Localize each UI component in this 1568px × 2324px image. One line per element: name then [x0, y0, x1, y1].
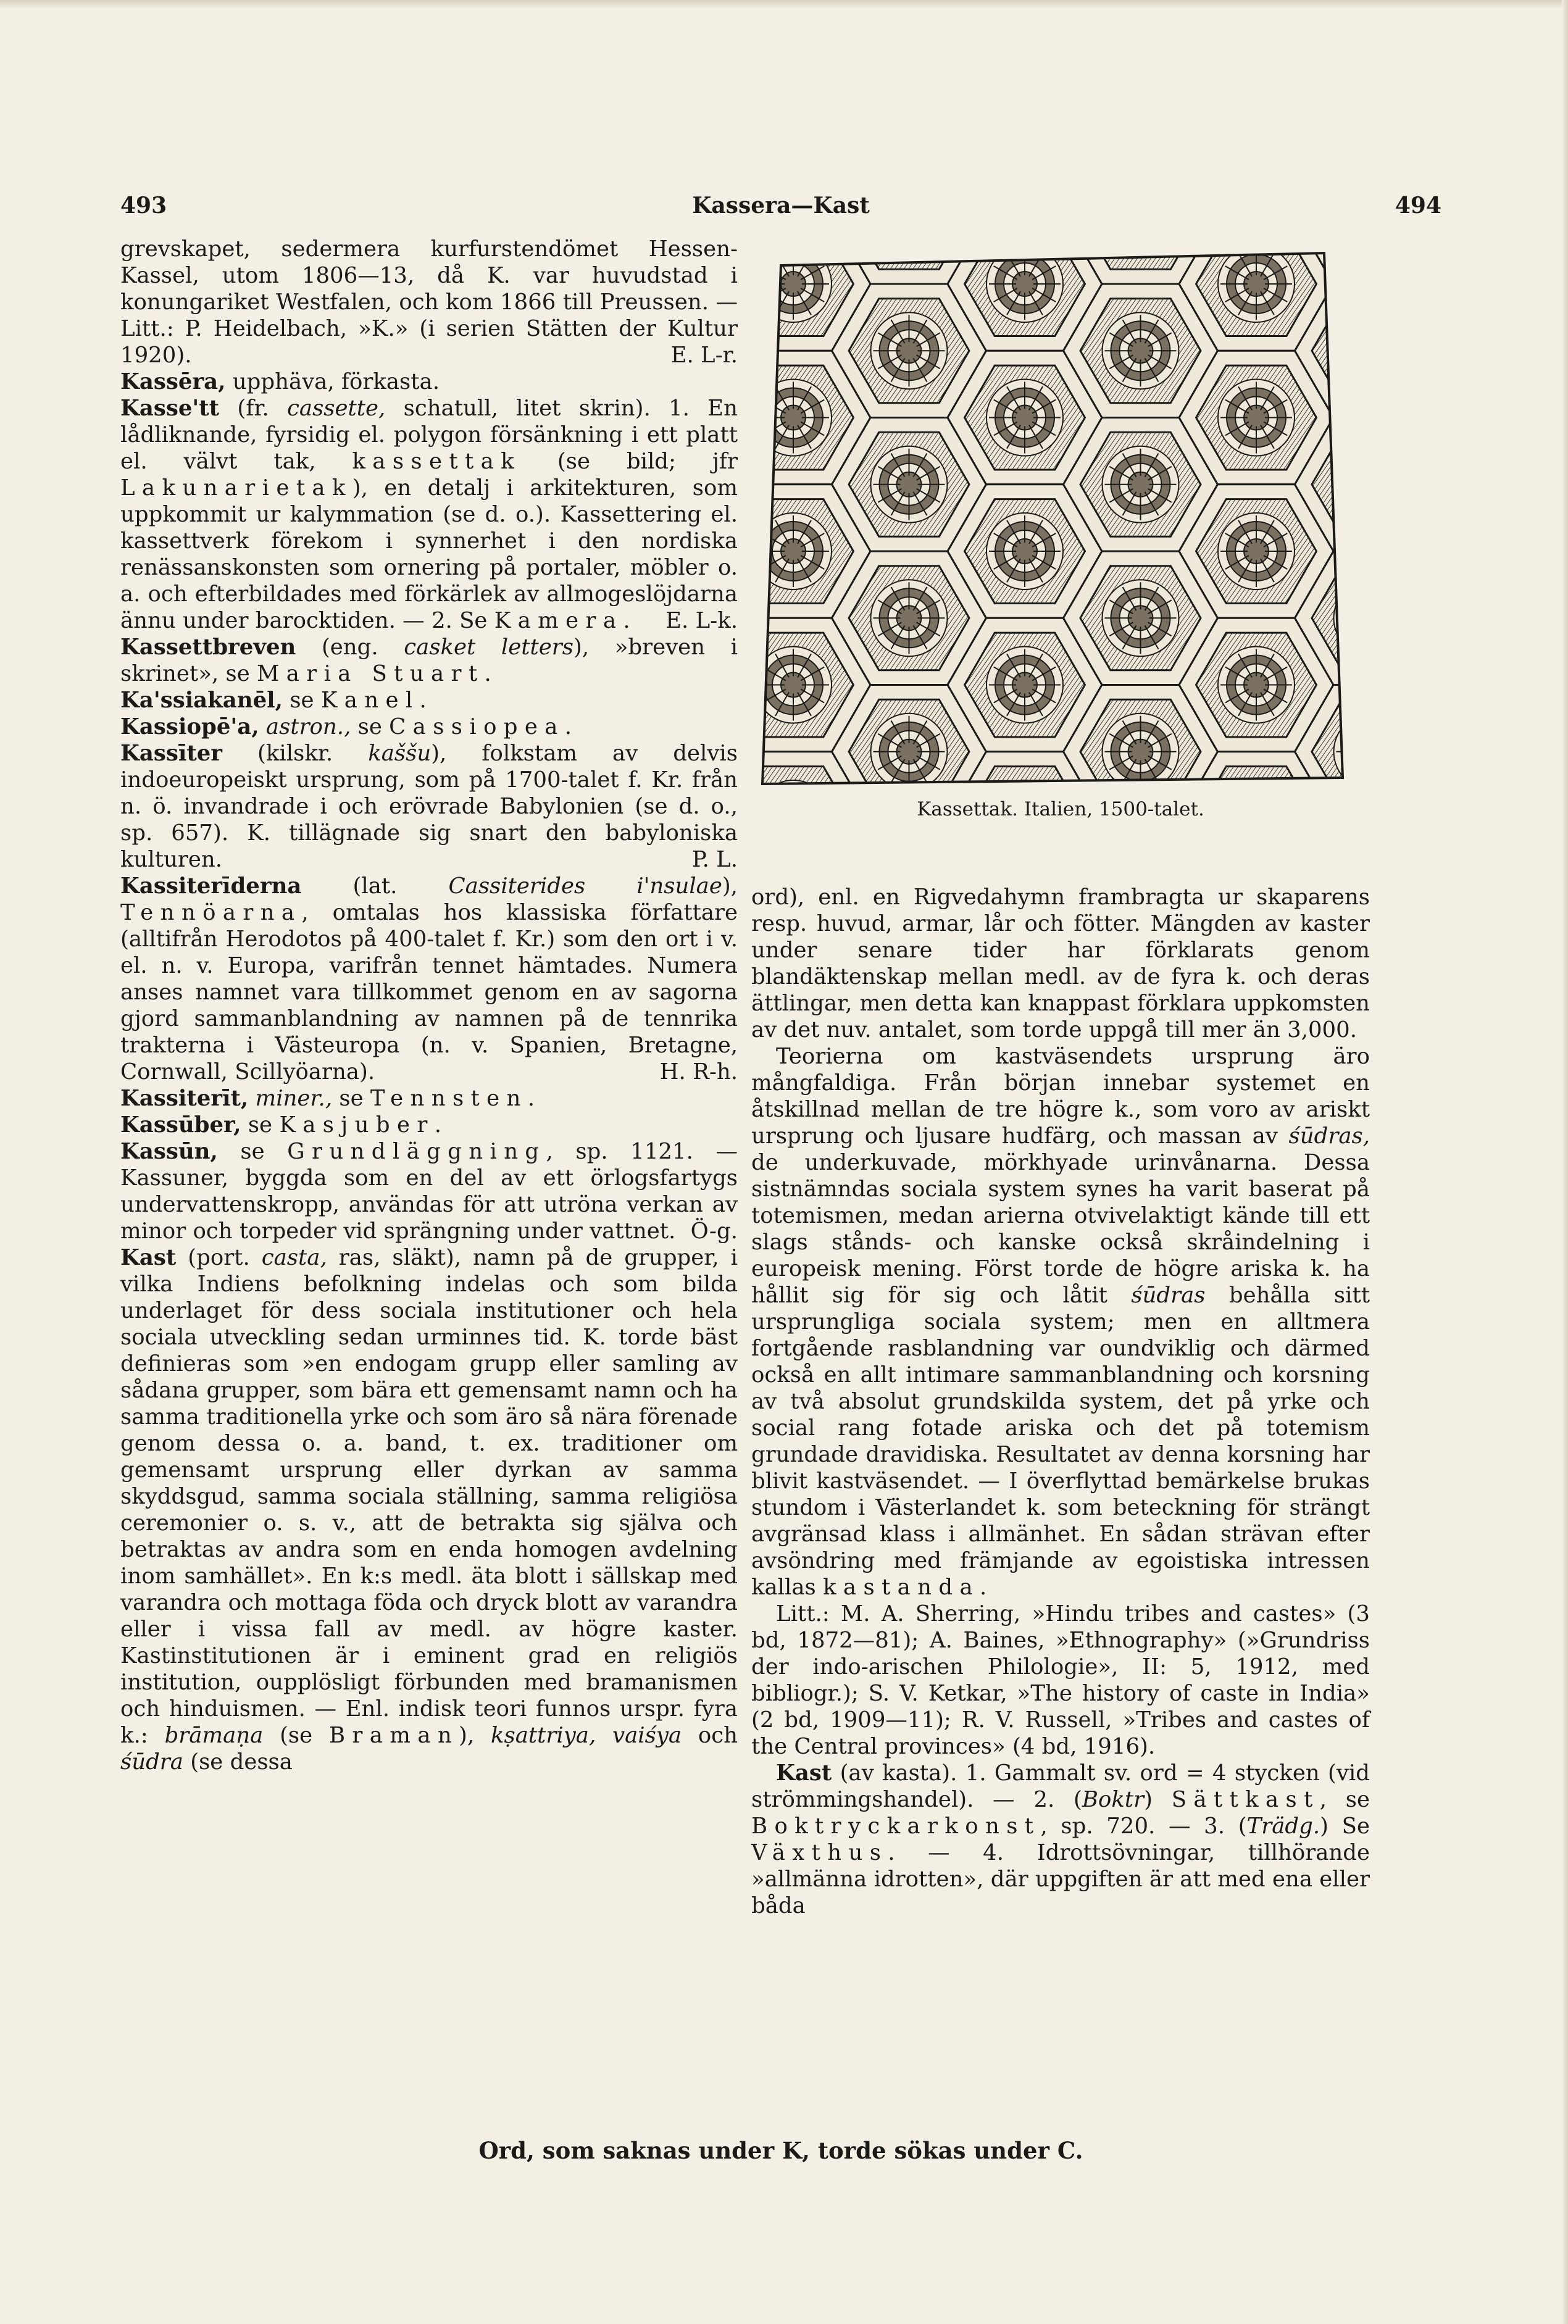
headword: Kasse'tt [120, 396, 220, 421]
headword: Ka'ssiakanēl, [120, 688, 283, 713]
entry-kassera: Kassēra, upphäva, förkasta. [120, 369, 440, 394]
coffered-ceiling-illustration [756, 247, 1349, 790]
rosette-ring [1103, 247, 1179, 256]
rosette-petal [798, 788, 811, 790]
rosette-ring [871, 247, 948, 256]
rosette-petal [1007, 788, 1020, 790]
cross-reference: Kamera [494, 608, 623, 633]
rosette-ring [1343, 321, 1349, 380]
rosette-petal [1123, 247, 1136, 248]
headword: Kast [776, 1760, 832, 1786]
rosette-petal [914, 247, 927, 248]
entry-kassiopea: Kassiopē'a, astron., se Cassiopea. [120, 714, 572, 739]
signature: E. L-k. [665, 608, 738, 633]
headword: Kassīter [120, 741, 223, 766]
rosette-ring [1227, 789, 1286, 790]
entry-kassett: Kasse'tt (fr. cassette, schatull, litet skrin). 1. En lådliknande, fyrsidig el. polygon försänkning i ett platt el. välvt tak, kassettak (se bild; jfr Lakunarietak), en detalj i arkitekturen, som uppkommit ur kalymmation (se d. o.). Kassettering el. kassettverk förekom i synnerhet i den nordiska renässanskonsten som ornering på portaler, möbler o. a. och efterbildades med förkärlek av allmogeslöjdarna ännu under barocktiden. — 2. Se Kamera. E. L-k. [120, 396, 738, 633]
rosette-petal [1341, 355, 1349, 369]
rosette-ring [1343, 455, 1349, 514]
entry-kassiakanel: Ka'ssiakanēl, se Kanel. [120, 688, 427, 713]
rosette-petal [1261, 788, 1274, 790]
headword: Kassiterīt, [120, 1086, 249, 1111]
literature-references: Litt.: M. A. Sherring, »Hindu tribes and castes» (3 bd, 1872—81); A. Baines, »Ethnography» (»Grundriss der indo-arischen Philologie», II: 5, 1912, med bibliogr.); S. V. Ketkar, »The history of caste in India» (2 bd, 1909—11); R. V. Russell, »Tribes and castes of the Central provinces» (4 bd, 1916). [751, 1601, 1370, 1759]
signature: Ö-g. [690, 1218, 738, 1244]
rosette-ring [1334, 312, 1349, 389]
rosette-petal [1029, 788, 1043, 790]
page-number-left: 493 [120, 193, 167, 219]
entry-kassel-end: grevskapet, sedermera kurfurstendömet Hessen-Kassel, utom 1806—13, då K. var huvudstad i konungariket Westfalen, och kom 1866 till Preussen. — Litt.: P. Heidelbach, »K.» (i serien Stätten der Kultur 1920). E. L-r. [120, 236, 738, 368]
cross-reference: kassettak [352, 449, 522, 474]
rosette-ring [764, 789, 823, 790]
paragraph: ord), enl. en Rigvedahymn frambragta ur skaparens resp. huvud, armar, lår och fötter. Mängden av kaster under senare tider har förklarats genom blandäktenskap mellan medl. av de fyra k. och deras ättlingar, men detta kan knappast förklara uppkomsten av det nuv. antalet, som torde uppgå till mer än 3,000. [751, 885, 1370, 1043]
entry-kassun: Kassūn, se Grundläggning, sp. 1121. — Kassuner, byggda som en del av ett örlogsfartygs undervattenskropp, användas för att utröna verkan av minor och torpeder vid sprängning under vattnet. Ö-g. [120, 1139, 738, 1244]
cross-reference: Sättkast [1171, 1787, 1320, 1812]
headword: Kassūber, [120, 1112, 241, 1138]
entry-kassettbreven: Kassettbreven (eng. casket letters), »breven i skrinet», se Maria Stuart. [120, 635, 738, 686]
entry-kassiterit: Kassiterīt, miner., se Tennsten. [120, 1086, 535, 1111]
cross-reference: Boktryckarkonst [751, 1814, 1041, 1839]
page-header [120, 193, 1441, 222]
rosette-petal [1341, 333, 1349, 346]
signature: E. L-r. [670, 343, 738, 368]
rosette-petal [891, 247, 905, 248]
rosette-ring [1343, 588, 1349, 648]
rosette-petal [1341, 489, 1349, 502]
cross-reference: Cassiopea [389, 714, 565, 739]
running-title: Kassera—Kast [692, 193, 870, 219]
cross-reference: Växthus [751, 1840, 888, 1865]
headword: Kast [120, 1245, 177, 1270]
rosette-petal [1238, 788, 1252, 790]
entry-kassiter: Kassīter (kilskr. kaššu), folkstam av delvis indoeuropeiskt ursprung, som på 1700-talet f. Kr. från n. ö. invandrade i och erövrade Babylonien (se d. o., sp. 657). K. tillägnade sig snart den babyloniska kulturen. P. L. [120, 741, 738, 872]
entry-kassiteriderna: Kassiterīderna (lat. Cassiterides i'nsulae), Tennöarna, omtalas hos klassiska författare (alltifrån Herodotos på 400-talet f. Kr.) som den ort i v. el. n. v. Europa, varifrån tennet hämtades. Numera anses namnet vara tillkommet genom en av sagorna gjord sammanblandning av namnen på de tennrika trakterna i Västeuropa (n. v. Spanien, Bretagne, Cornwall, Scillyöarna). H. R-h. [120, 873, 738, 1085]
cross-reference: Maria Stuart [257, 661, 485, 686]
entry-kassuber: Kassūber, se Kasjuber. [120, 1112, 441, 1138]
page-edge [0, 0, 1568, 9]
rosette-petal [1145, 247, 1159, 248]
figure-caption: Kassettak. Italien, 1500-talet. [917, 798, 1204, 820]
cross-reference: Lakunarietak [120, 475, 352, 501]
footer-note: Ord, som saknas under K, torde sökas under C. [478, 2137, 1083, 2164]
page-number-right: 494 [1395, 193, 1441, 219]
cross-reference: Braman [328, 1723, 459, 1748]
cross-reference: kastanda [823, 1575, 980, 1600]
cross-reference: Kanel [320, 688, 420, 713]
page-edge-right [1562, 0, 1568, 2324]
rosette-ring [995, 789, 1054, 790]
signature: P. L. [691, 847, 738, 872]
cross-reference: Tennsten [370, 1086, 528, 1111]
rosette-petal [1341, 622, 1349, 636]
left-column [120, 236, 738, 1775]
cross-reference: Tennöarna [120, 900, 302, 925]
headword: Kassiterīderna [120, 873, 302, 899]
rosette-ring [1218, 780, 1295, 790]
cross-reference: Grundläggning [287, 1139, 546, 1164]
headword: Kassēra, [120, 369, 226, 394]
rosette-ring [1334, 446, 1349, 523]
entry-kast-2: Kast (av kasta). 1. Gammalt sv. ord = 4 stycken (vid strömmingshandel). — 2. (Boktr) Sättkast, se Boktryckarkonst, sp. 720. — 3. (Trädg.) Se Växthus. — 4. Idrottsövningar, tillhörande »allmänna idrotten», där uppgiften är att med ena eller båda [751, 1760, 1370, 1918]
headword: Kassūn, [120, 1139, 218, 1164]
paragraph: Teorierna om kastväsendets ursprung äro mångfaldiga. Från början innebar systemet en åtskillnad mellan de tre högre k., som voro av ariskt ursprung och ljusare hudfärg, och massan av śūdras, de underkuvade, mörkhyade urinvånarna. Dessa sistnämndas sociala system synes ha varit baserat på totemismen, medan arierna otvivelaktigt kände till ett slags stånds- och kanske också skråindelning i europeisk mening. Först torde de högre ariska k. ha hållit sig för sig och låtit śūdras behålla sitt ursprungliga sociala system; men en alltmera fortgående rasblandning var oundviklig och därmed också en allt intimare sammanblandning och korsning av två absolut grundskilda system, det på yrke och social rang fotade ariska och det på totemism grundade dravidiska. Resultatet av denna korsning har blivit kastväsendet. — I överflyttad bemärkelse brukas stundom i Västerlandet k. som beteckning för strängt avgränsad klass i allmänhet. En sådan strävan efter avsöndring med främjande av egoistiska intressen kallas kastanda. [751, 1044, 1370, 1600]
rosette-petal [1341, 600, 1349, 614]
right-column [751, 884, 1370, 1919]
cross-reference: Kasjuber [279, 1112, 435, 1138]
rosette-petal [1341, 467, 1349, 480]
rosette-ring [1334, 247, 1349, 256]
entry-kast: Kast (port. casta, ras, släkt), namn på de grupper, i vilka Indiens befolkning indelas och som bilda underlaget för dess sociala institutioner och hela sociala utveckling sedan urminnes tid. K. torde bäst definieras som »en endogam grupp eller samling av sådana grupper, som bära ett gemensamt namn och ha samma traditionella yrke och som äro så nära förenade genom dessa o. a. band, t. ex. traditioner om gemensamt ursprung eller dyrkan av samma skyddsgud, samma sociala ställning, samma religiösa ceremonier o. s. v., att de betrakta sig själva och betraktas av andra som en enda homogen avdelning inom samhället». En k:s medl. äta blott i sällskap med varandra och mottaga föda och dryck blott av varandra eller i vissa fall av medl. av högre kaster. Kastinstitutionen är i eminent grad en religiös institution, oupplösligt förbunden med bramanismen och hinduismen. — Enl. indisk teori funnos urspr. fyra k.: brāmaṇa (se Braman), kṣattriya, vaiśya och śūdra (se dessa [120, 1245, 738, 1775]
headword: Kassiopē'a, [120, 714, 259, 739]
headword: Kassettbreven [120, 635, 296, 660]
rosette-petal [775, 788, 789, 790]
signature: H. R-h. [659, 1059, 738, 1085]
